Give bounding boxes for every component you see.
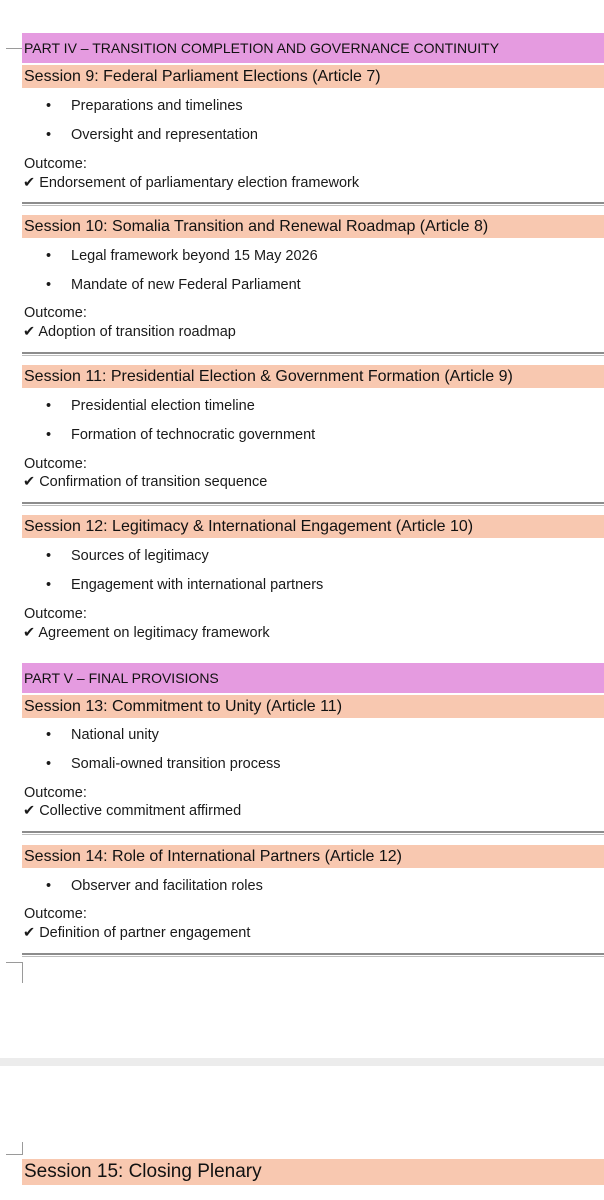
section-divider [22, 831, 604, 835]
session-heading: Session 13: Commitment to Unity (Article 11) [22, 695, 604, 718]
section-divider [22, 953, 604, 957]
list-item: • Engagement with international partners [46, 577, 324, 593]
crop-mark-top-left [6, 38, 23, 49]
part-heading: PART V – FINAL PROVISIONS [22, 663, 604, 693]
document-page-2 [0, 1066, 604, 1200]
list-item: • Mandate of new Federal Parliament [46, 277, 301, 293]
part-heading: PART IV – TRANSITION COMPLETION AND GOVERNANCE CONTINUITY [22, 33, 604, 63]
section-divider [22, 352, 604, 356]
list-item: • Somali-owned transition process [46, 756, 281, 772]
outcome-label: Outcome: [24, 785, 87, 801]
outcome-text: ✔ Agreement on legitimacy framework [23, 625, 270, 641]
list-item: • Observer and facilitation roles [46, 878, 263, 894]
check-icon: ✔ [23, 324, 36, 340]
list-item: • Formation of technocratic government [46, 427, 316, 443]
session-heading: Session 11: Presidential Election & Government Formation (Article 9) [22, 365, 604, 388]
page-gap [0, 1058, 604, 1066]
list-item: • Oversight and representation [46, 127, 258, 143]
session-heading: Session 15: Closing Plenary [22, 1159, 604, 1185]
list-item: • Presidential election timeline [46, 398, 255, 414]
list-item: • Preparations and timelines [46, 98, 243, 114]
session-heading: Session 10: Somalia Transition and Renewal Roadmap (Article 8) [22, 215, 604, 238]
section-divider [22, 202, 604, 206]
outcome-label: Outcome: [24, 906, 87, 922]
outcome-text: ✔ Definition of partner engagement [23, 925, 251, 941]
session-heading: Session 12: Legitimacy & International Engagement (Article 10) [22, 515, 604, 538]
list-item: • Sources of legitimacy [46, 548, 209, 564]
session-heading: Session 9: Federal Parliament Elections (Article 7) [22, 65, 604, 88]
outcome-text: ✔ Confirmation of transition sequence [23, 474, 268, 490]
outcome-label: Outcome: [24, 156, 87, 172]
crop-mark-top-left [6, 1142, 23, 1155]
section-divider [22, 502, 604, 506]
crop-mark-bottom-left [6, 962, 23, 983]
check-icon: ✔ [23, 803, 36, 819]
check-icon: ✔ [23, 474, 36, 490]
outcome-text: ✔ Collective commitment affirmed [23, 803, 242, 819]
outcome-label: Outcome: [24, 456, 87, 472]
check-icon: ✔ [23, 925, 36, 941]
outcome-label: Outcome: [24, 606, 87, 622]
session-heading: Session 14: Role of International Partners (Article 12) [22, 845, 604, 868]
list-item: • National unity [46, 727, 159, 743]
outcome-text: ✔ Endorsement of parliamentary election framework [23, 175, 360, 191]
outcome-label: Outcome: [24, 305, 87, 321]
list-item: • Legal framework beyond 15 May 2026 [46, 248, 318, 264]
check-icon: ✔ [23, 625, 36, 641]
check-icon: ✔ [23, 175, 36, 191]
outcome-text: ✔ Adoption of transition roadmap [23, 324, 236, 340]
